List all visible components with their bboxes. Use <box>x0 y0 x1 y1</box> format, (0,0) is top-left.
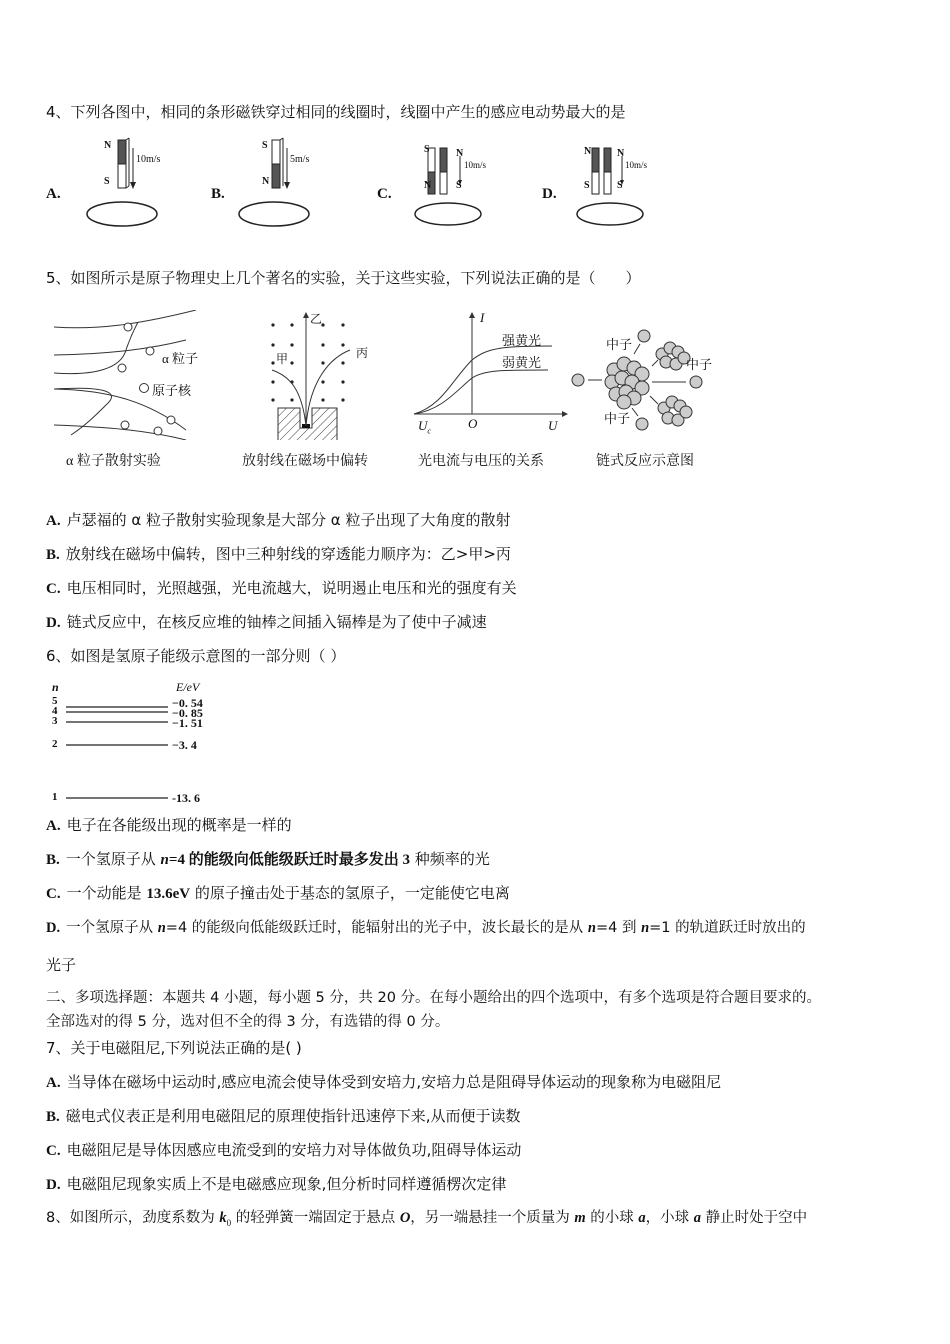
ray-label-yi: 乙 <box>310 312 323 326</box>
alpha-scattering-figure <box>46 310 216 470</box>
question-7-stem: 7、关于电磁阻尼,下列说法正确的是( ) <box>46 1039 302 1057</box>
figure-caption: 链式反应示意图 <box>596 454 694 469</box>
pole-label-right-bottom: S <box>456 180 462 191</box>
speed-label: 10m/s <box>464 160 487 170</box>
n-header: n <box>52 680 59 694</box>
q5-option-c[interactable]: C. 电压相同时，光照越强，光电流越大，说明遏止电压和光的强度有关 <box>46 579 517 597</box>
neutron-label-right: 中子 <box>686 357 713 372</box>
level-n2: 2 <box>52 738 58 750</box>
level-n4: 4 <box>52 705 58 717</box>
q5-option-d[interactable]: D. 链式反应中，在核反应堆的铀棒之间插入镉棒是为了使中子减速 <box>46 613 487 631</box>
chain-reaction-figure <box>566 310 726 470</box>
pole-label-top: N <box>104 140 112 151</box>
pole-label-bottom: N <box>262 176 270 187</box>
figure-caption: 光电流与电压的关系 <box>418 454 544 469</box>
level-e5: −0. 54 <box>172 696 203 710</box>
level-e4: −0. 85 <box>172 706 203 720</box>
axis-label-i: I <box>480 310 485 325</box>
ray-label-jia: 甲 <box>276 352 289 366</box>
option-letter: A. <box>46 186 61 202</box>
energy-header: E/eV <box>176 680 200 694</box>
radiation-deflection-figure <box>240 310 390 470</box>
q5-option-a[interactable]: A. 卢瑟福的 α 粒子散射实验现象是大部分 α 粒子出现了大角度的散射 <box>46 511 511 529</box>
strong-light-label: 强黄光 <box>502 333 542 348</box>
q6-option-c[interactable]: C. 一个动能是 13.6eV 的原子撞击处于基态的氢原子，一定能使它电离 <box>46 884 510 902</box>
question-8-stem: 8、如图所示，劲度系数为 $k_0$ 的轻弹簧一端固定于悬点 O，另一端悬挂一个质量为 m 的小球 a，小球 a 静止时处于空中 <box>46 1210 808 1228</box>
stop-voltage-label: $U_c$ <box>418 418 431 436</box>
weak-light-label: 弱黄光 <box>502 355 542 370</box>
pole-label-left-top: S <box>424 144 430 155</box>
section-2-instructions-line-2: 全部选对的得 5 分，选对但不全的得 3 分，有选错的得 0 分。 <box>46 1014 450 1030</box>
pole-label-bottom: S <box>104 176 110 187</box>
hydrogen-energy-level-diagram <box>46 680 246 810</box>
level-e1: -13. 6 <box>172 791 200 805</box>
q6-option-b[interactable]: B. 一个氢原子从 n=4 的能级向低能级跃迁时最多发出 3 种频率的光 <box>46 850 490 868</box>
option-letter: D. <box>542 186 557 202</box>
level-n1: 1 <box>52 791 58 803</box>
speed-label: 5m/s <box>290 154 310 165</box>
q7-option-c[interactable]: C. 电磁阻尼是导体因感应电流受到的安培力对导体做负功,阻碍导体运动 <box>46 1141 522 1159</box>
pole-label-left-bottom: N <box>424 180 432 191</box>
pole-label-right-bottom: S <box>617 180 623 191</box>
figure-caption: α 粒子散射实验 <box>66 454 161 469</box>
section-2-instructions-line-1: 二、多项选择题：本题共 4 小题，每小题 5 分，共 20 分。在每小题给出的四个选项中，有多个选项是符合题目要求的。 <box>46 990 822 1006</box>
axis-label-u: U <box>548 418 558 433</box>
level-e3: −1. 51 <box>172 716 203 730</box>
pole-label-left-top: N <box>584 146 592 157</box>
question-4-stem: 4、下列各图中，相同的条形磁铁穿过相同的线圈时，线圈中产生的感应电动势最大的是 <box>46 103 626 121</box>
level-e2: −3. 4 <box>172 738 197 752</box>
speed-label: 10m/s <box>625 160 648 170</box>
nucleus-label: 原子核 <box>152 383 192 398</box>
q6-option-d-continuation: 光子 <box>46 956 77 974</box>
alpha-particle-label: α 粒子 <box>162 351 199 366</box>
q7-option-b[interactable]: B. 磁电式仪表正是利用电磁阻尼的原理使指针迅速停下来,从而便于读数 <box>46 1107 521 1125</box>
neutron-label-top: 中子 <box>606 337 633 352</box>
q6-option-a[interactable]: A. 电子在各能级出现的概率是一样的 <box>46 816 292 834</box>
q6-option-d[interactable]: D. 一个氢原子从 n=4 的能级向低能级跃迁时，能辐射出的光子中，波长最长的是从 n=4 到 n=1 的轨道跃迁时放出的 <box>46 920 806 936</box>
q7-option-d[interactable]: D. 电磁阻尼现象实质上不是电磁感应现象,但分析时同样遵循楞次定律 <box>46 1175 507 1193</box>
pole-label-left-bottom: S <box>584 180 590 191</box>
figure-caption: 放射线在磁场中偏转 <box>242 454 368 469</box>
magnet-coil-figure-a <box>82 136 192 232</box>
magnet-coil-figure-b <box>236 136 346 232</box>
pole-label-right-top: N <box>456 148 464 159</box>
neutron-label-bottom: 中子 <box>604 411 631 426</box>
origin-label: O <box>468 416 478 431</box>
pole-label-right-top: N <box>617 148 625 159</box>
level-n3: 3 <box>52 715 58 727</box>
question-6-stem: 6、如图是氢原子能级示意图的一部分则（ ） <box>46 647 346 665</box>
photocurrent-voltage-figure <box>412 310 572 470</box>
option-letter: C. <box>377 186 392 202</box>
speed-label: 10m/s <box>136 154 161 165</box>
pole-label-top: S <box>262 140 268 151</box>
q7-option-a[interactable]: A. 当导体在磁场中运动时,感应电流会使导体受到安培力,安培力总是阻碍导体运动的现象称为电磁阻尼 <box>46 1073 722 1091</box>
option-letter: B. <box>211 186 225 202</box>
q5-option-b[interactable]: B. 放射线在磁场中偏转，图中三种射线的穿透能力顺序为：乙>甲>丙 <box>46 545 511 563</box>
ray-label-bing: 丙 <box>356 346 369 360</box>
question-5-stem: 5、如图所示是原子物理史上几个著名的实验，关于这些实验，下列说法正确的是（ ） <box>46 269 641 287</box>
level-n5: 5 <box>52 695 58 707</box>
